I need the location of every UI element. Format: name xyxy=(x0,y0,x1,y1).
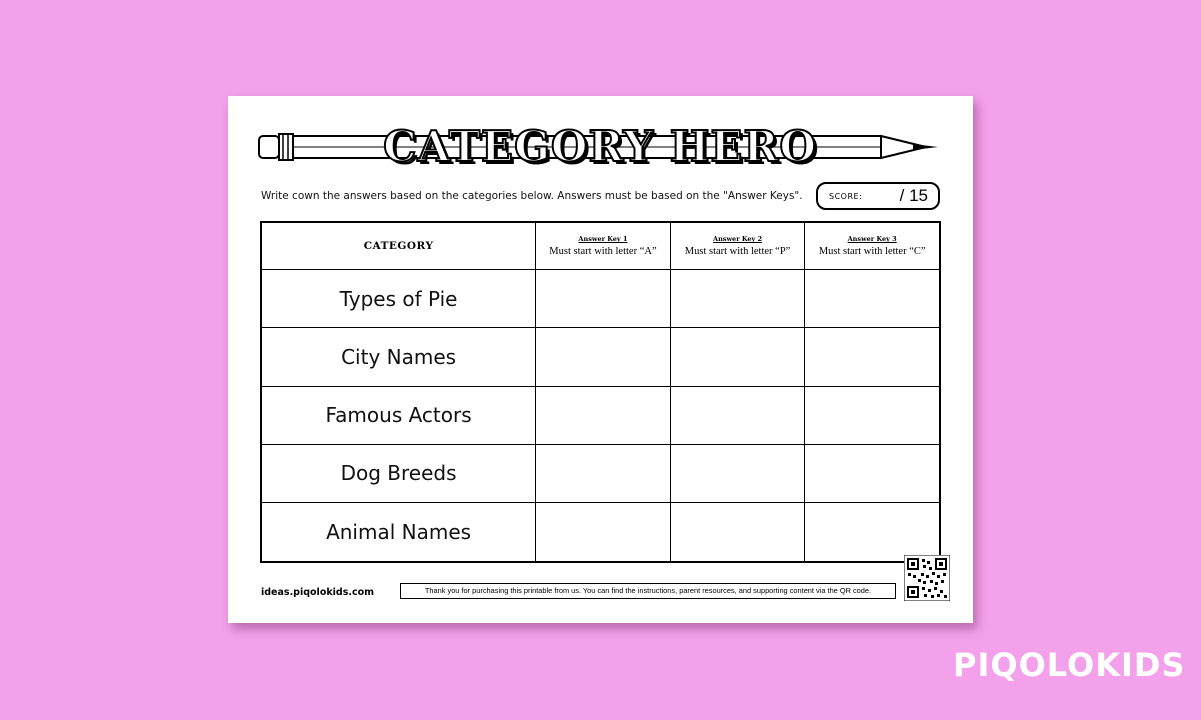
brand-logo: PIQOLOKIDS xyxy=(953,646,1186,684)
score-total: / 15 xyxy=(899,186,928,205)
answer-cell[interactable] xyxy=(536,270,671,328)
category-table xyxy=(260,221,941,563)
footer-url: ideas.piqolokids.com xyxy=(261,587,375,598)
answer-cell[interactable] xyxy=(805,386,940,444)
category-cell: Dog Breeds xyxy=(261,444,536,502)
table-row xyxy=(261,386,940,444)
worksheet-title: CATEGORY HERO xyxy=(383,122,817,171)
answer-key-2-header xyxy=(670,222,805,270)
answer-cell[interactable] xyxy=(536,386,671,444)
category-header: CATEGORY xyxy=(261,222,536,270)
answer-cell[interactable] xyxy=(536,503,671,562)
answer-key-rule: Must start with letter “A” xyxy=(549,246,657,257)
instructions-text: Write cown the answers based on the categories below. Answers must be based on the "Answer Keys". xyxy=(261,190,803,202)
answer-key-title: Answer Key 3 xyxy=(847,235,897,243)
answer-key-title: Answer Key 2 xyxy=(713,235,763,243)
table-row xyxy=(261,328,940,386)
answer-key-rule: Must start with letter “P” xyxy=(684,246,791,257)
answer-cell[interactable] xyxy=(670,503,805,562)
qr-code-icon xyxy=(904,555,950,601)
worksheet xyxy=(228,96,973,623)
table-header-row xyxy=(261,222,940,270)
answer-cell[interactable] xyxy=(805,503,940,562)
answer-cell[interactable] xyxy=(670,270,805,328)
score-box xyxy=(816,182,940,210)
answer-cell[interactable] xyxy=(805,270,940,328)
answer-cell[interactable] xyxy=(805,328,940,386)
score-label: SCORE: xyxy=(829,192,863,201)
category-cell: Famous Actors xyxy=(261,386,536,444)
answer-cell[interactable] xyxy=(670,328,805,386)
answer-cell[interactable] xyxy=(536,328,671,386)
category-cell: Animal Names xyxy=(261,503,536,562)
category-cell: Types of Pie xyxy=(261,270,536,328)
table-row xyxy=(261,444,940,502)
answer-cell[interactable] xyxy=(536,444,671,502)
answer-key-3-header xyxy=(805,222,940,270)
answer-cell[interactable] xyxy=(670,444,805,502)
title-banner xyxy=(258,120,942,176)
answer-key-title: Answer Key 1 xyxy=(578,235,628,243)
category-cell: City Names xyxy=(261,328,536,386)
answer-key-1-header xyxy=(536,222,671,270)
thanks-note: Thank you for purchasing this printable from us. You can find the instructions, parent resources, and supporting content via the QR code. xyxy=(400,583,896,599)
table-row xyxy=(261,270,940,328)
answer-cell[interactable] xyxy=(805,444,940,502)
answer-key-rule: Must start with letter “C” xyxy=(818,246,926,257)
table-row xyxy=(261,503,940,562)
answer-cell[interactable] xyxy=(670,386,805,444)
